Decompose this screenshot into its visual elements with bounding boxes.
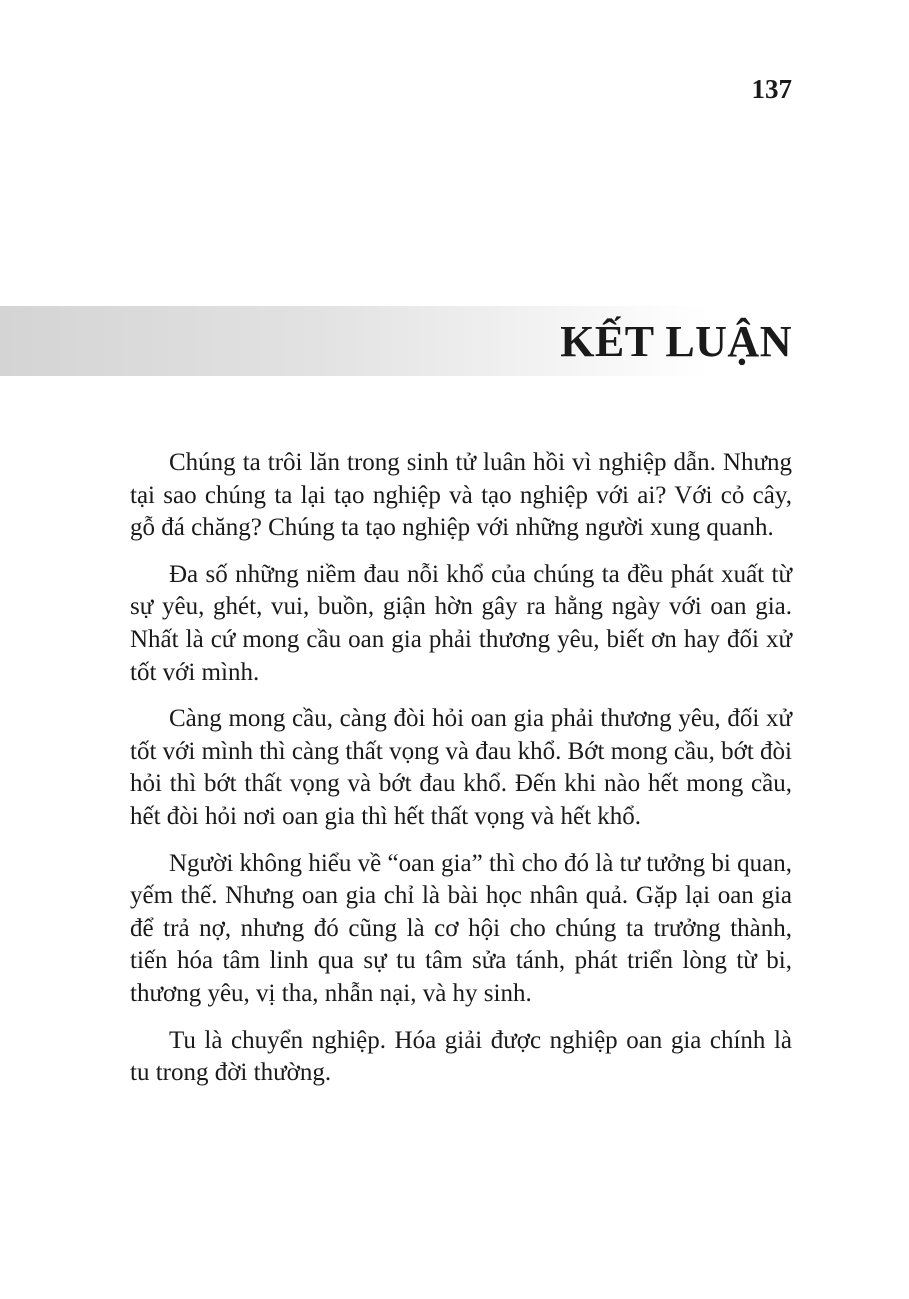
body-text — [130, 447, 792, 1104]
paragraph-2: Đa số những niềm đau nỗi khổ của chúng ta đều phát xuất từ sự yêu, ghét, vui, buồn, giận hờn gây ra hằng ngày với oan gia. Nhất là cứ mong cầu oan gia phải thương yêu, biết ơn hay đối xử tốt với mình. — [130, 560, 792, 686]
page-number: 137 — [751, 74, 792, 104]
paragraph-1: Chúng ta trôi lăn trong sinh tử luân hồi vì nghiệp dẫn. Nhưng tại sao chúng ta lại tạo nghiệp và tạo nghiệp với ai? Với cỏ cây, gỗ đá chăng? Chúng ta tạo nghiệp với những người xung quanh. — [130, 449, 792, 542]
paragraph-3: Càng mong cầu, càng đòi hỏi oan gia phải thương yêu, đối xử tốt với mình thì càng thất vọng và đau khổ. Bớt mong cầu, bớt đòi hỏi thì bớt thất vọng và bớt đau khổ. Đến khi nào hết mong cầu, hết đòi hỏi nơi oan gia thì hết thất vọng và hết khổ. — [130, 705, 792, 830]
paragraph-5: Tu là chuyển nghiệp. Hóa giải được nghiệp oan gia chính là tu trong đời thường. — [130, 1026, 792, 1087]
paragraph-4: Người không hiểu về “oan gia” thì cho đó là tư tưởng bi quan, yếm thế. Nhưng oan gia chỉ là bài học nhân quả. Gặp lại oan gia để trả nợ, nhưng đó cũng là cơ hội cho chúng ta trưởng thành, tiến hóa tâm linh qua sự tu tâm sửa tánh, phát triển lòng từ bi, thương yêu, vị tha, nhẫn nại, và hy sinh. — [130, 849, 792, 1007]
chapter-title: KẾT LUẬN — [560, 317, 792, 366]
